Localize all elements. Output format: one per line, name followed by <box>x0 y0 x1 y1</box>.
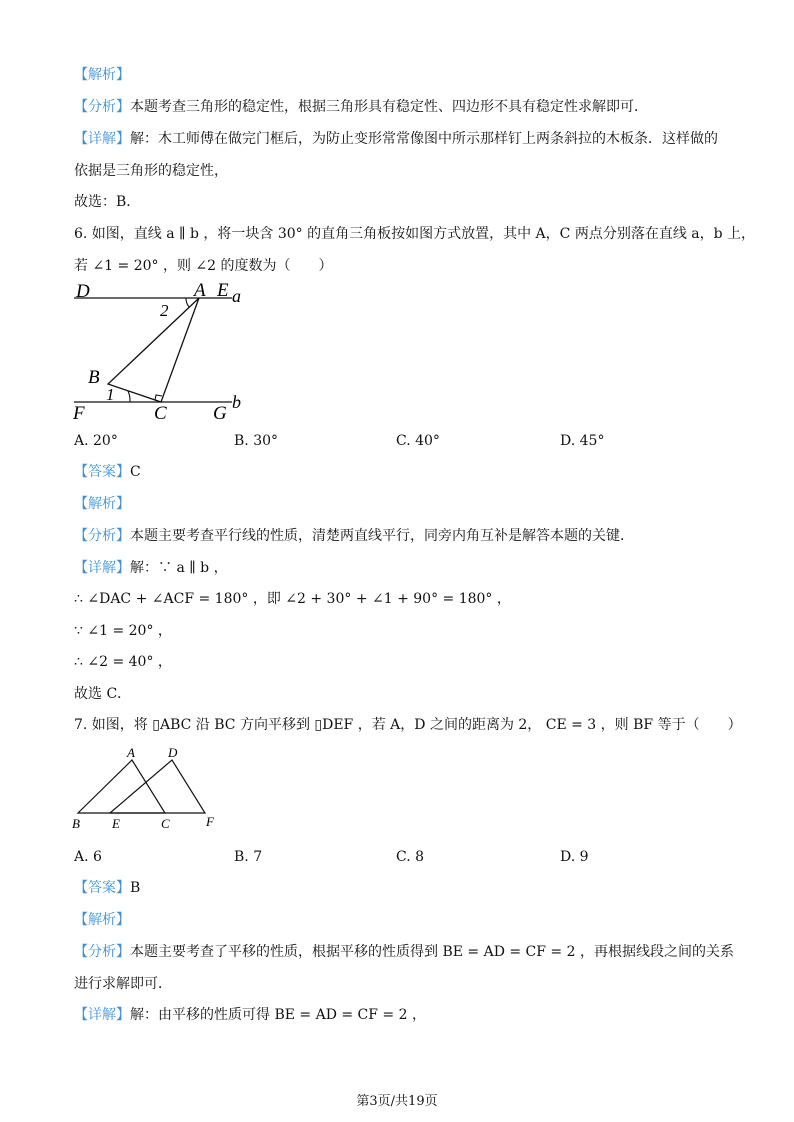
xiangjie-tag: 【详解】 <box>74 1007 130 1023</box>
label-b: b <box>232 392 241 412</box>
fenxi-text: 本题主要考查平行线的性质，清楚两直线平行，同旁内角互补是解答本题的关键． <box>130 528 634 544</box>
q6-option-a: A. 20° <box>74 433 118 449</box>
page-footer: 第3页/共19页 <box>356 1094 438 1109</box>
fenxi-tag: 【分析】 <box>74 944 130 960</box>
answer-tag: 【答案】 <box>74 464 130 480</box>
q6-answer <box>74 463 141 481</box>
q6-option-d: D. 45° <box>560 433 605 449</box>
q6-step-2: ∴ ∠DAC + ∠ACF = 180° ，即 ∠2 + 30° + ∠1 + 90° = 180° ， <box>74 591 511 607</box>
q7-xiangjie <box>74 1006 426 1024</box>
label-E: E <box>112 816 120 831</box>
label-F: F <box>206 814 214 829</box>
label-C: C <box>154 403 167 424</box>
answer-value: C <box>130 464 141 480</box>
answer-value: B <box>130 880 141 896</box>
q6-stem-line-1: 6. 如图，直线 a ∥ b ，将一块含 30° 的直角三角板按如图方式放置，其中 A，C 两点分别落在直线 a，b 上， <box>74 226 756 242</box>
q7-fenxi <box>74 943 734 961</box>
xiangjie-line-1 <box>74 130 718 148</box>
label-E: E <box>217 280 229 301</box>
q6-guxuan: 故选 C． <box>74 686 132 702</box>
label-G: G <box>213 403 227 424</box>
q7-option-d: D. 9 <box>560 849 589 865</box>
q7-figure <box>68 742 228 834</box>
q6-stem-line-2: 若 ∠1 = 20° ，则 ∠2 的度数为（ ） <box>74 258 333 274</box>
xiangjie-text: 解：由平移的性质可得 BE = AD = CF = 2 ， <box>130 1007 426 1023</box>
label-B: B <box>88 367 100 388</box>
answer-tag: 【答案】 <box>74 880 130 896</box>
label-A: A <box>194 280 206 301</box>
xiangjie-text: 解：木工师傅在做完门框后，为防止变形常常像图中所示那样钉上两条斜拉的木板条．这样做的 <box>130 131 718 147</box>
label-angle-1: 1 <box>106 385 115 404</box>
label-D: D <box>168 745 178 760</box>
jiexi-label-1: 【解析】 <box>74 67 130 83</box>
q6-option-b: B. 30° <box>234 433 279 449</box>
q6-xiangjie <box>74 559 228 577</box>
fenxi-text: 本题考查三角形的稳定性，根据三角形具有稳定性、四边形不具有稳定性求解即可． <box>130 99 648 115</box>
xiangjie-text: 解：∵ a ∥ b ， <box>130 560 228 576</box>
fenxi-line-1 <box>74 98 648 116</box>
label-B: B <box>72 816 80 831</box>
q7-option-b: B. 7 <box>234 849 263 865</box>
xiangjie-tag: 【详解】 <box>74 131 130 147</box>
q7-option-a: A. 6 <box>74 849 102 865</box>
label-a: a <box>232 286 241 306</box>
jiexi-label-2: 【解析】 <box>74 496 130 512</box>
label-A: A <box>127 745 135 760</box>
q7-option-c: C. 8 <box>396 849 425 865</box>
label-D: D <box>76 281 90 302</box>
q6-step-4: ∴ ∠2 = 40° ， <box>74 654 172 670</box>
q7-answer <box>74 879 140 897</box>
q7-stem: 7. 如图，将 ▯ABC 沿 BC 方向平移到 ▯DEF ，若 A，D 之间的距离为 2， CE = 3 ，则 BF 等于（ ） <box>74 717 742 733</box>
xiangjie-line-2: 依据是三角形的稳定性， <box>74 163 228 179</box>
q6-fenxi <box>74 527 634 545</box>
label-F: F <box>73 403 85 424</box>
q6-step-3: ∵ ∠1 = 20° ， <box>74 623 172 639</box>
xiangjie-tag: 【详解】 <box>74 560 130 576</box>
fenxi-text: 本题主要考查了平移的性质，根据平移的性质得到 BE = AD = CF = 2 ，再根据线段之间的关系 <box>130 944 734 960</box>
q6-figure <box>68 278 268 426</box>
jiexi-label-3: 【解析】 <box>74 912 130 928</box>
fenxi-tag: 【分析】 <box>74 99 130 115</box>
label-angle-2: 2 <box>160 301 169 320</box>
q6-option-c: C. 40° <box>396 433 440 449</box>
fenxi-tag: 【分析】 <box>74 528 130 544</box>
guxuan-1: 故选：B． <box>74 194 141 210</box>
q7-fenxi-2: 进行求解即可． <box>74 976 172 992</box>
label-C: C <box>161 816 170 831</box>
